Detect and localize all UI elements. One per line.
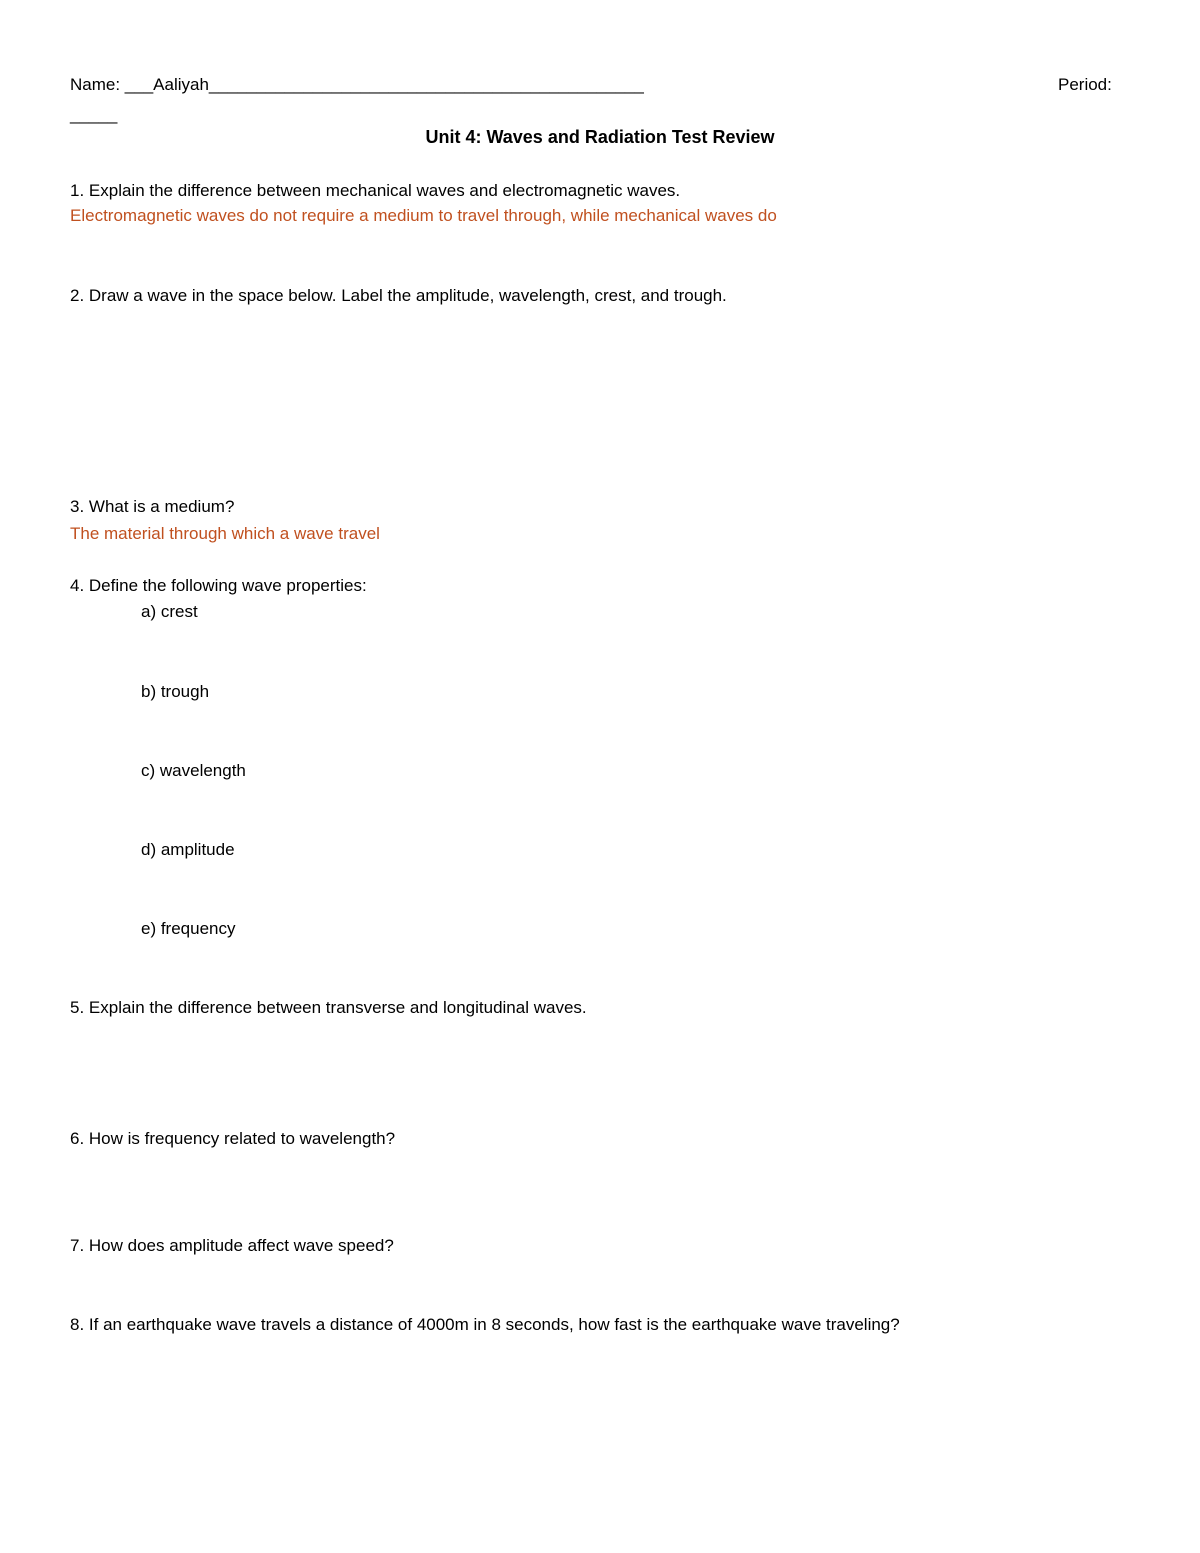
page-title: Unit 4: Waves and Radiation Test Review [425,127,775,147]
subitem-amplitude: d) amplitude [141,840,235,859]
subitem-frequency: e) frequency [141,919,236,938]
question-7: 7. How does amplitude affect wave speed? [70,1236,394,1255]
period-label: Period: [1058,75,1112,94]
answer-3: The material through which a wave travel [70,524,380,543]
question-2: 2. Draw a wave in the space below. Label the amplitude, wavelength, crest, and trough. [70,286,727,305]
question-4: 4. Define the following wave properties: [70,576,367,595]
question-3: 3. What is a medium? [70,497,235,516]
question-5: 5. Explain the difference between transverse and longitudinal waves. [70,998,587,1017]
subitem-crest: a) crest [141,602,198,621]
answer-1: Electromagnetic waves do not require a medium to travel through, while mechanical waves do [70,206,777,225]
subitem-trough: b) trough [141,682,210,701]
subitem-wavelength: c) wavelength [141,761,246,780]
name-line: Name: ___Aaliyah______________________________________________ [70,75,644,94]
question-1: 1. Explain the difference between mechanical waves and electromagnetic waves. [70,181,681,200]
question-8: 8. If an earthquake wave travels a distance of 4000m in 8 seconds, how fast is the earthquake wave traveling? [70,1315,900,1334]
period-blank: _____ [70,105,118,124]
question-6: 6. How is frequency related to wavelength? [70,1129,396,1148]
